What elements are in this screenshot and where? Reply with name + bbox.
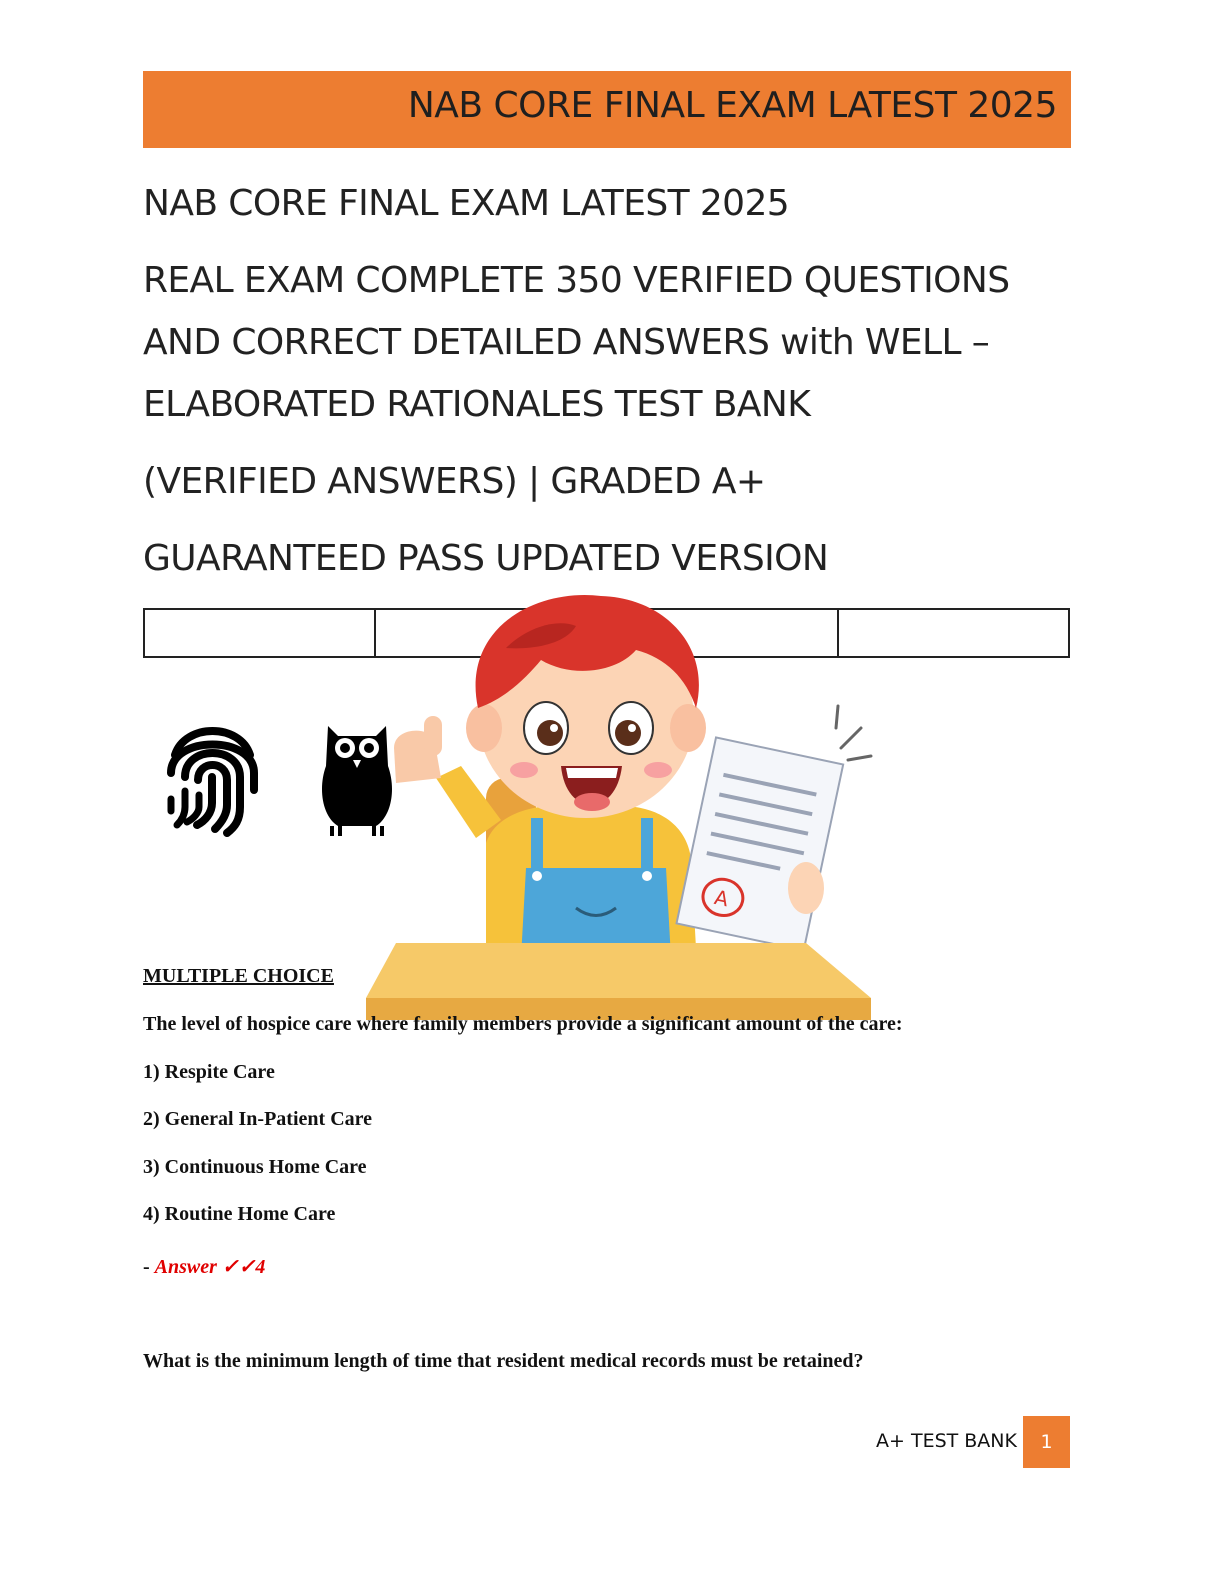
title-line-4: ELABORATED RATIONALES TEST BANK — [143, 384, 811, 425]
title-line-6: GUARANTEED PASS UPDATED VERSION — [143, 538, 829, 579]
student-mascot-illustration — [366, 588, 876, 1028]
title-line-5: (VERIFIED ANSWERS) | GRADED A+ — [143, 461, 766, 502]
fingerprint-icon — [165, 715, 260, 840]
header-bar — [143, 71, 1071, 148]
question-1-option-4: 4) Routine Home Care — [143, 1203, 336, 1225]
svg-text:A: A — [712, 884, 731, 912]
title-line-1: NAB CORE FINAL EXAM LATEST 2025 — [143, 183, 790, 224]
answer-prefix: - — [143, 1256, 155, 1278]
question-1-option-3: 3) Continuous Home Care — [143, 1156, 367, 1178]
question-1-answer-line — [143, 1254, 265, 1279]
page-number: 1 — [1023, 1416, 1070, 1468]
question-1-text: The level of hospice care where family members provide a significant amount of the care: — [143, 1013, 903, 1035]
question-1-answer: Answer ✓✓4 — [154, 1256, 266, 1278]
question-1-option-1: 1) Respite Care — [143, 1061, 275, 1083]
question-2-text: What is the minimum length of time that resident medical records must be retained? — [143, 1350, 864, 1372]
section-heading: MULTIPLE CHOICE — [143, 965, 334, 987]
title-line-3: AND CORRECT DETAILED ANSWERS with WELL – — [143, 322, 990, 363]
footer-label: A+ TEST BANK — [876, 1430, 1017, 1452]
table-cell — [144, 609, 375, 657]
title-line-2: REAL EXAM COMPLETE 350 VERIFIED QUESTIONS — [143, 260, 1010, 301]
header-title: NAB CORE FINAL EXAM LATEST 2025 — [407, 85, 1057, 126]
question-1-option-2: 2) General In-Patient Care — [143, 1108, 373, 1130]
